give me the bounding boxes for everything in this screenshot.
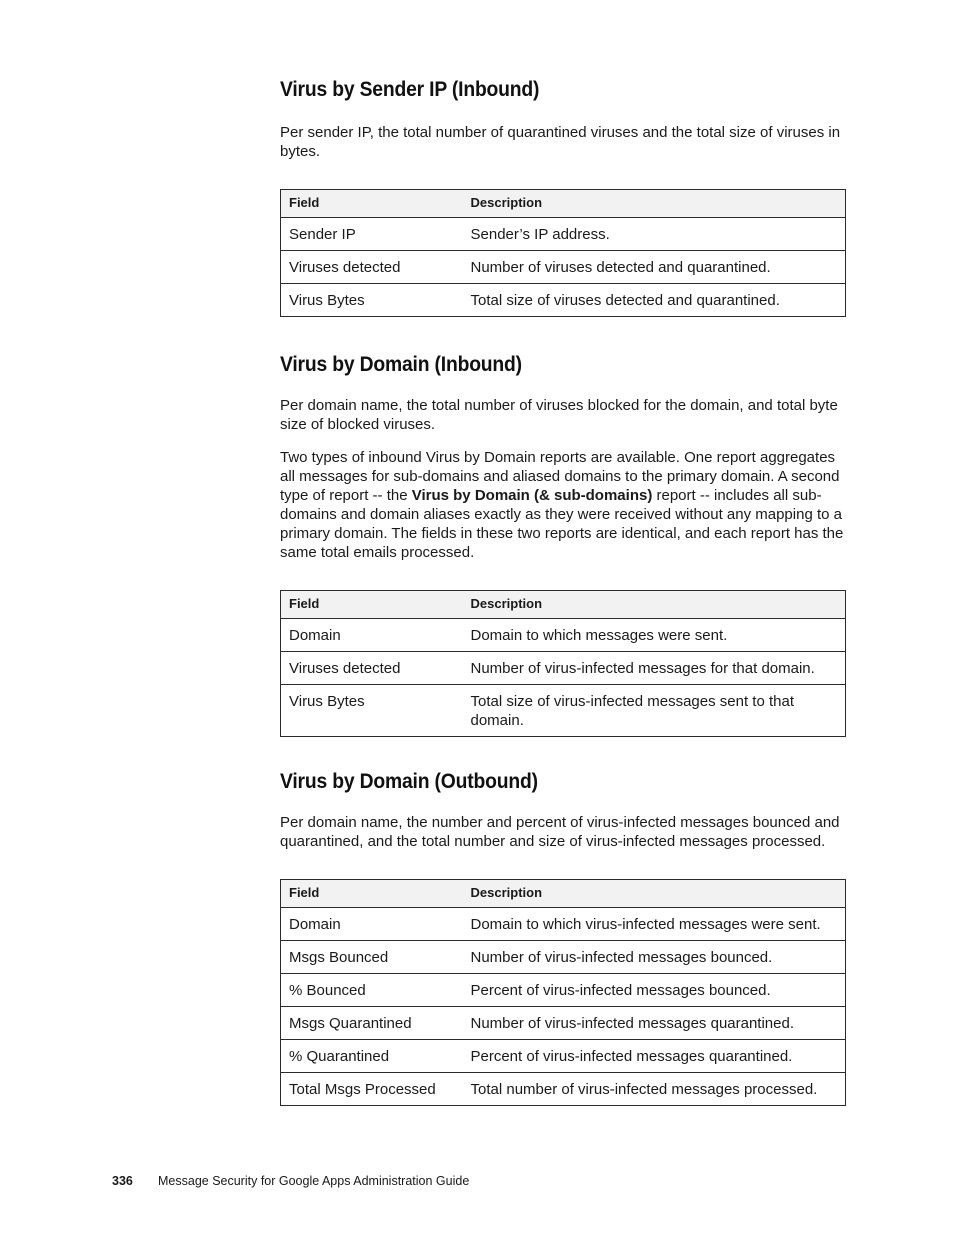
section-description: Per domain name, the total number of viruses blocked for the domain, and total byte size of blocked viruses.	[280, 397, 838, 433]
field-cell: % Bounced	[281, 974, 463, 1007]
description-cell: Percent of virus-infected messages quarantined.	[463, 1040, 846, 1073]
field-cell: Msgs Quarantined	[281, 1007, 463, 1040]
fields-table	[280, 590, 846, 737]
field-cell: Viruses detected	[281, 251, 463, 284]
description-cell: Domain to which virus-infected messages were sent.	[463, 908, 846, 941]
table-row	[281, 974, 846, 1007]
field-cell: Virus Bytes	[281, 685, 463, 737]
section-heading: Virus by Sender IP (Inbound)	[280, 78, 540, 101]
field-cell: Msgs Bounced	[281, 941, 463, 974]
description-cell: Number of virus-infected messages for that domain.	[463, 652, 846, 685]
description-cell: Sender’s IP address.	[463, 218, 846, 251]
field-cell: % Quarantined	[281, 1040, 463, 1073]
page-footer	[112, 1174, 469, 1188]
table-row	[281, 941, 846, 974]
table-row	[281, 1073, 846, 1106]
paragraph-text: report -- includes all sub-domains and domain aliases exactly as they were received without any mapping to a primary domain. The fields in these two reports are identical, and each report has the same total emails processed.	[280, 487, 844, 561]
fields-table	[280, 879, 846, 1106]
description-cell: Total number of virus-infected messages processed.	[463, 1073, 846, 1106]
column-header-description: Description	[463, 591, 846, 619]
section-detail-paragraph	[280, 448, 845, 562]
column-header-field: Field	[281, 190, 463, 218]
section-description: Per domain name, the number and percent of virus-infected messages bounced and quarantined, and the total number and size of virus-infected messages processed.	[280, 814, 840, 850]
table-row	[281, 1040, 846, 1073]
section-heading: Virus by Domain (Inbound)	[280, 353, 522, 376]
paragraph-text: Two types of inbound Virus by Domain reports are available. One report aggregates all messages for sub-domains and aliased domains to the primary domain. A second type of report -- the	[280, 449, 840, 504]
description-cell: Percent of virus-infected messages bounced.	[463, 974, 846, 1007]
field-cell: Viruses detected	[281, 652, 463, 685]
report-name-bold: Virus by Domain (& sub-domains)	[411, 487, 653, 504]
column-header-description: Description	[463, 880, 846, 908]
description-cell: Number of virus-infected messages bounced.	[463, 941, 846, 974]
table-row	[281, 619, 846, 652]
field-cell: Sender IP	[281, 218, 463, 251]
description-cell: Number of virus-infected messages quarantined.	[463, 1007, 846, 1040]
page-number: 336	[112, 1174, 133, 1188]
field-cell: Virus Bytes	[281, 284, 463, 317]
field-cell: Domain	[281, 619, 463, 652]
section-virus-by-domain-inbound	[280, 353, 845, 737]
section-heading: Virus by Domain (Outbound)	[280, 770, 538, 793]
section-description: Per sender IP, the total number of quarantined viruses and the total size of viruses in bytes.	[280, 124, 841, 160]
column-header-description: Description	[463, 190, 846, 218]
table-row	[281, 218, 846, 251]
table-row	[281, 251, 846, 284]
description-cell: Domain to which messages were sent.	[463, 619, 846, 652]
table-row	[281, 1007, 846, 1040]
description-cell: Total size of viruses detected and quarantined.	[463, 284, 846, 317]
section-virus-by-domain-outbound	[280, 770, 845, 1106]
document-title: Message Security for Google Apps Administration Guide	[158, 1174, 470, 1188]
fields-table	[280, 189, 846, 317]
description-cell: Number of viruses detected and quarantined.	[463, 251, 846, 284]
description-cell: Total size of virus-infected messages sent to that domain.	[463, 685, 846, 737]
field-cell: Domain	[281, 908, 463, 941]
table-header-row	[281, 190, 846, 218]
table-header-row	[281, 880, 846, 908]
section-virus-by-sender-ip	[280, 78, 845, 317]
table-row	[281, 652, 846, 685]
field-cell: Total Msgs Processed	[281, 1073, 463, 1106]
table-row	[281, 284, 846, 317]
column-header-field: Field	[281, 880, 463, 908]
table-row	[281, 908, 846, 941]
column-header-field: Field	[281, 591, 463, 619]
table-header-row	[281, 591, 846, 619]
table-row	[281, 685, 846, 737]
